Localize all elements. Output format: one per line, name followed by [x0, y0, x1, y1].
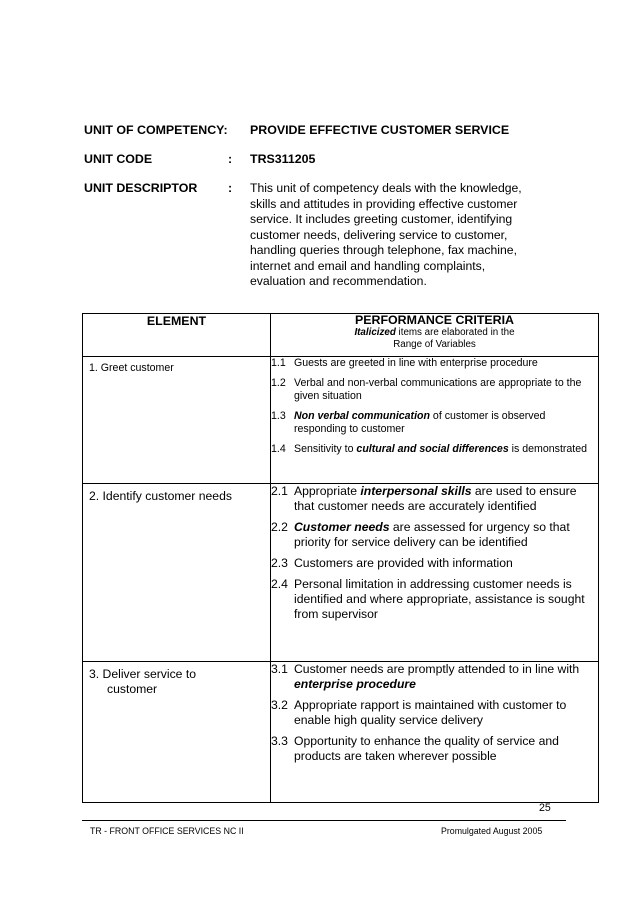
criterion-text: is demonstrated	[508, 443, 588, 455]
criterion-number: 3.3	[271, 734, 288, 748]
descriptor-line: customer needs, delivering service to customer,	[250, 227, 508, 242]
criterion-text: of customer is observed responding to customer	[294, 410, 546, 435]
element-header: ELEMENT	[83, 314, 271, 357]
table-row	[83, 484, 599, 662]
criterion-emphasis: interpersonal skills	[360, 484, 472, 498]
unit-of-competency-value: PROVIDE EFFECTIVE CUSTOMER SERVICE	[250, 123, 510, 137]
criterion-text: Verbal and non-verbal communications are appropriate to the given situation	[294, 377, 582, 402]
criteria-header-title: PERFORMANCE CRITERIA	[354, 313, 514, 327]
criterion-number: 2.4	[271, 577, 288, 591]
page-number: 25	[539, 802, 551, 814]
criterion-item	[271, 377, 598, 403]
criterion-item	[271, 577, 598, 622]
criterion-number: 1.3	[271, 410, 286, 422]
criteria-header-note	[271, 327, 598, 339]
element-line: 2. Identify customer needs	[89, 489, 232, 503]
descriptor-line: handling queries through telephone, fax machine,	[250, 243, 517, 257]
element-line: 3. Deliver service to	[89, 667, 197, 681]
unit-descriptor-label: UNIT DESCRIPTOR	[84, 181, 198, 195]
criterion-item	[271, 357, 598, 370]
criteria-header-note-line2: Range of Variables	[393, 339, 476, 350]
unit-code-label: UNIT CODE	[84, 152, 153, 166]
descriptor-line: skills and attitudes in providing effective customer	[250, 196, 518, 211]
criterion-text: Customer needs are promptly attended to in line with	[294, 662, 580, 676]
element-cell	[83, 357, 271, 484]
criterion-item	[271, 698, 598, 728]
descriptor-line: evaluation and recommendation.	[250, 274, 427, 288]
criterion-emphasis: enterprise procedure	[294, 677, 416, 691]
criterion-text: Personal limitation in addressing customer needs is identified and where appropriate, assistance is sought from supervisor	[294, 577, 585, 621]
criterion-text: Opportunity to enhance the quality of service and products are taken wherever possible	[294, 734, 559, 763]
criterion-text: Customers are provided with information	[294, 556, 513, 570]
criteria-cell	[271, 662, 599, 803]
criterion-number: 2.1	[271, 484, 288, 498]
element-text	[83, 662, 270, 697]
criterion-number: 3.2	[271, 698, 288, 712]
performance-criteria-table	[82, 313, 599, 803]
criterion-item	[271, 662, 598, 692]
criterion-number: 2.2	[271, 520, 288, 534]
criterion-text: are used to ensure that customer needs are accurately identified	[294, 484, 577, 513]
footer-right-text: Promulgated August 2005	[441, 826, 543, 836]
element-line: customer	[107, 682, 158, 696]
table-header-row	[83, 314, 599, 357]
table-row	[83, 357, 599, 484]
criterion-number: 2.3	[271, 556, 288, 570]
criterion-text: Guests are greeted in line with enterprise procedure	[294, 357, 538, 369]
criterion-item	[271, 484, 598, 514]
criterion-emphasis: cultural and social differences	[356, 443, 509, 455]
criterion-number: 1.2	[271, 377, 286, 389]
element-cell	[83, 662, 271, 803]
criterion-number: 1.4	[271, 443, 286, 455]
criterion-text: Sensitivity to	[294, 443, 357, 455]
unit-of-competency-label: UNIT OF COMPETENCY:	[84, 123, 228, 137]
criteria-header	[271, 314, 599, 357]
criteria-cell	[271, 357, 599, 484]
criterion-number: 1.1	[271, 357, 286, 369]
descriptor-line: service. It includes greeting customer, identifying	[250, 212, 513, 226]
criterion-item	[271, 443, 598, 456]
criterion-text: are assessed for urgency so that priority for service delivery can be identified	[294, 520, 570, 549]
unit-code-colon: :	[228, 152, 233, 166]
element-text	[83, 484, 270, 504]
table-row	[83, 662, 599, 803]
criteria-header-note-rest: items are elaborated in the	[395, 327, 515, 338]
criteria-header-italic: Italicized	[354, 327, 396, 338]
criterion-item	[271, 410, 598, 436]
criterion-item	[271, 734, 598, 764]
footer-divider	[82, 820, 566, 821]
criterion-text: Appropriate	[294, 484, 361, 498]
criterion-emphasis: Non verbal communication	[294, 410, 430, 422]
criterion-text: Appropriate rapport is maintained with customer to enable high quality service delivery	[294, 698, 567, 727]
footer-left-text: TR - FRONT OFFICE SERVICES NC II	[90, 826, 244, 836]
criterion-emphasis: Customer needs	[294, 520, 390, 534]
criteria-cell	[271, 484, 599, 662]
criterion-item	[271, 520, 598, 550]
descriptor-line: internet and email and handling complaints,	[250, 258, 486, 273]
unit-code-value: TRS311205	[250, 152, 316, 166]
element-text	[83, 357, 270, 375]
criterion-number: 3.1	[271, 662, 288, 676]
descriptor-line: This unit of competency deals with the knowledge,	[250, 181, 522, 195]
element-line: 1. Greet customer	[89, 362, 174, 374]
unit-descriptor-colon: :	[228, 181, 233, 195]
element-cell	[83, 484, 271, 662]
unit-descriptor-text	[250, 181, 550, 290]
criterion-item	[271, 556, 598, 571]
